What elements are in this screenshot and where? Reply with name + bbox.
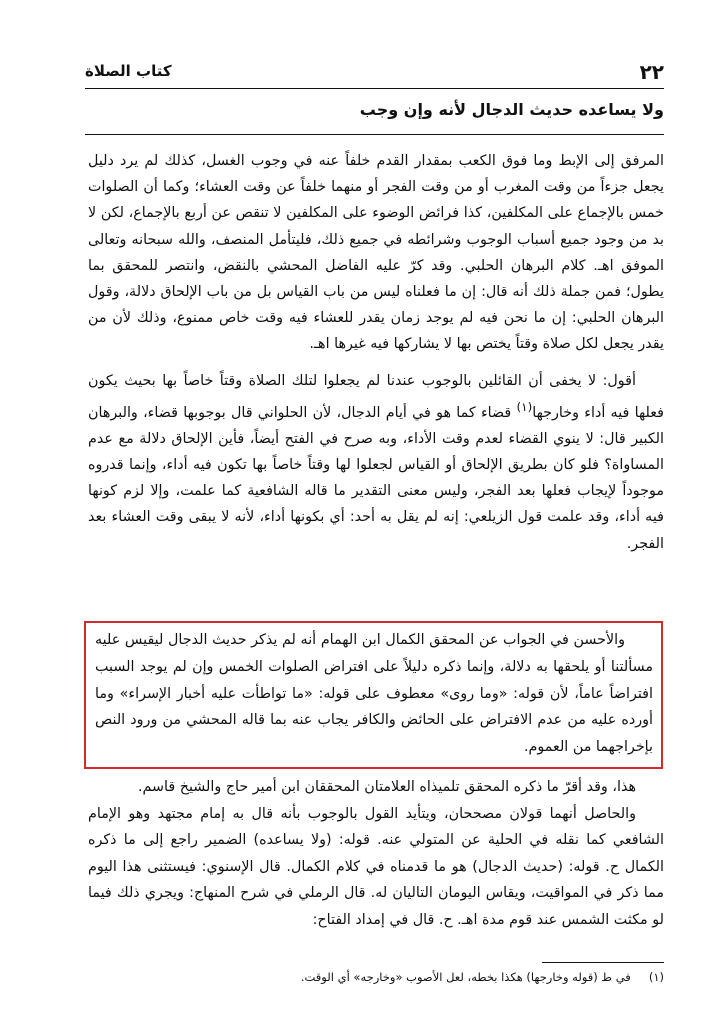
header-divider — [85, 88, 664, 89]
page-header — [85, 60, 664, 84]
matn-divider — [85, 134, 664, 135]
paragraph-5: والحاصل أنهما قولان مصححان، ويتأيد القول بالوجوب بأنه قال به إمام مجتهد وهو الإمام الشافعي كما نقله في الحلية عن المتولي عنه. قوله: (ولا يساعده) الضمير راجع إلى ما ذكره الكمال ح. قوله: (حديث الدجال) هو ما قدمناه في كلام الكمال. قال الإسنوي: فيستثنى هذا اليوم مما ذكر في المواقيت، ويقاس اليومان التاليان له. قال الرملي في شرح المنهاج: ويجري ذلك فيما لو مكثت الشمس عند قوم مدة اهـ. ح. قال في إمداد الفتاح: — [88, 805, 664, 928]
commentary-continuation — [88, 774, 664, 934]
highlighted-passage — [95, 627, 653, 761]
matn-line: ولا يساعده حديث الدجال لأنه وإن وجب — [359, 100, 664, 119]
paragraph-2 — [88, 368, 664, 557]
footnote-text: في ط (قوله وخارجها) هكذا بخطه، لعل الأصوب «وخارجه» أي الوقت. — [300, 970, 631, 984]
footnote-number: (١) — [648, 970, 664, 984]
paragraph-4: هذا، وقد أقرّ ما ذكره المحقق تلميذاه العلامتان المحققان ابن أمير حاج والشيخ قاسم. — [137, 779, 636, 795]
footnote-reference[interactable]: (١) — [516, 399, 533, 414]
paragraph-2-part-b: قضاء كما هو في أيام الدجال، لأن الحلواني قال بوجوبها قضاء، والبرهان الكبير قال: لا ينوي القضاء لعدم وقت الأداء، وبه صرح في الفتح أيضاً، فأين الإلحاق دلالة مع عدم المساواة؟ فلو كان بطريق الإلحاق أو القياس لجعلوا لها وقتاً خاصاً بها تكون فيه أداء، وإنما قدروه موجوداً لإيجاب فعلها بعد الفجر، وليس معنى التقدير ما قاله الشافعية كما علمت، وإلا لزم كونها فيه أداء، وقد علمت قول الزيلعي: إنه لم يقل به أحد: أي بكونها أداء، لأنه لا يبقى وقت العشاء بعد الفجر. — [88, 404, 664, 552]
footnote — [150, 970, 664, 984]
highlighted-paragraph: والأحسن في الجواب عن المحقق الكمال ابن الهمام أنه لم يذكر حديث الدجال ليقيس عليه مسألتنا أو يلحقها به دلالة، وإنما ذكره دليلاً على افتراض الصلوات الخمس وإن لم يوجد السبب افتراضاً عاماً، لأن قوله: «وما روى» معطوف على قوله: «ما تواطأت عليه أخبار الإسراء» وما أورده عليه من عدم الافتراض على الحائض والكافر يجاب عنه بما قاله المحشي من ورود النص بإخراجهما من العموم. — [95, 632, 653, 756]
footnote-divider — [542, 962, 664, 963]
commentary-body — [88, 148, 664, 557]
paragraph-1: المرفق إلى الإبط وما فوق الكعب بمقدار القدم خلفاً عنه في وجوب الغسل، كذلك لم يرد دليل يجعل جزءاً من وقت المغرب أو من وقت الفجر أو منهما خلفاً عن وقت العشاء؛ وكما أن الصلوات خمس بالإجماع على المكلفين، كذا فرائض الوضوء على المكلفين لا تنقص عن أربع بالإجماع، لكن لا بد من وجود جميع أسباب الوجوب وشرائطه في جميع ذلك، فليتأمل المنصف، والله سبحانه وتعالى الموفق اهـ. كلام البرهان الحلبي. وقد كرّ عليه الفاضل المحشي بالنقض، وانتصر للمحقق بما يطول؛ فمن جملة ذلك أنه قال: إن ما فعلناه ليس من باب القياس بل من باب الإلحاق دلالة، وقول البرهان الحلبي: إن ما نحن فيه لم يوجد زمان يقدر للعشاء فيه وقت خاص ممنوع، وذلك لأن من يقدر يجعل لكل صلاة وقتاً يختص بها لا يشاركها فيه غيرها اهـ. — [88, 153, 664, 353]
page-number: ٢٢ — [639, 60, 664, 84]
paragraph-2-part-a: أقول: لا يخفى أن القائلين بالوجوب عندنا لم يجعلوا لتلك الصلاة وقتاً خاصاً بها بحيث يكون فعلها فيه أداء وخارجها — [88, 372, 664, 421]
running-title: كتاب الصلاة — [85, 62, 172, 80]
